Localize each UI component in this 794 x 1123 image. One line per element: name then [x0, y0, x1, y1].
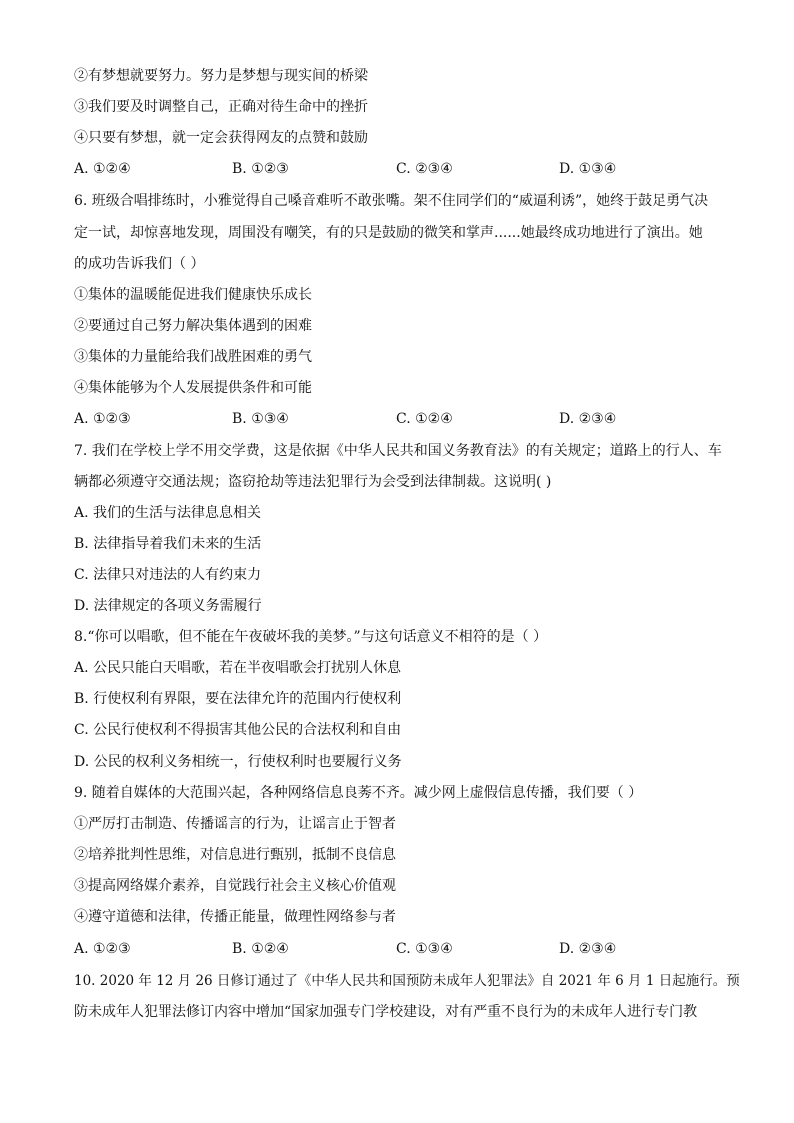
q6-statement-3: ③集体的力量能给我们战胜困难的勇气 — [74, 349, 312, 365]
q9-options — [74, 939, 724, 959]
q9-option-d[interactable]: D. ②③④ — [559, 941, 617, 957]
q9-option-a[interactable]: A. ①②③ — [74, 941, 131, 957]
q6-statement-2: ②要通过自己努力解决集体遇到的困难 — [74, 318, 312, 334]
q5-option-b[interactable]: B. ①②③ — [232, 161, 289, 177]
q9-option-b[interactable]: B. ①②④ — [232, 941, 289, 957]
q9-statement-2: ②培养批判性思维，对信息进行甄别，抵制不良信息 — [74, 847, 396, 863]
q6-options — [74, 409, 724, 429]
q5-statement-4: ④只要有梦想，就一定会获得网友的点赞和鼓励 — [74, 130, 368, 146]
q6-option-a[interactable]: A. ①②③ — [74, 411, 131, 427]
q7-option-b[interactable]: B. 法律指导着我们未来的生活 — [74, 536, 262, 552]
q7-option-a[interactable]: A. 我们的生活与法律息息相关 — [74, 505, 262, 521]
q7-stem-line-1: 7. 我们在学校上学不用交学费，这是依据《中华人民共和国义务教育法》的有关规定；道路上的行人、车 — [74, 443, 722, 459]
q9-option-c[interactable]: C. ①③④ — [396, 941, 453, 957]
q5-option-c[interactable]: C. ②③④ — [396, 161, 453, 177]
q6-stem-line-3: 的成功告诉我们（ ） — [74, 256, 205, 272]
q6-stem-line-2: 定一试，却惊喜地发现，周围没有嘲笑，有的只是鼓励的微笑和掌声......她最终成功地进行了演出。她 — [74, 225, 703, 241]
q9-statement-1: ①严厉打击制造、传播谣言的行为，让谣言止于智者 — [74, 816, 396, 832]
q5-option-d[interactable]: D. ①③④ — [559, 161, 617, 177]
q6-stem-line-1: 6. 班级合唱排练时，小雅觉得自己嗓音难听不敢张嘴。架不住同学们的“威逼利诱”，她终于鼓足勇气决 — [74, 193, 709, 209]
q9-statement-4: ④遵守道德和法律，传播正能量，做理性网络参与者 — [74, 909, 396, 925]
q8-option-c[interactable]: C. 公民行使权利不得损害其他公民的合法权利和自由 — [74, 722, 402, 738]
q5-option-a[interactable]: A. ①②④ — [74, 161, 131, 177]
q8-stem: 8.“你可以唱歌，但不能在午夜破坏我的美梦。”与这句话意义不相符的是（ ） — [74, 629, 548, 645]
q8-option-a[interactable]: A. 公民只能白天唱歌，若在半夜唱歌会打扰别人休息 — [74, 660, 402, 676]
q6-statement-1: ①集体的温暖能促进我们健康快乐成长 — [74, 287, 312, 303]
q7-option-d[interactable]: D. 法律规定的各项义务需履行 — [74, 598, 262, 614]
q9-stem: 9. 随着自媒体的大范围兴起，各种网络信息良莠不齐。减少网上虚假信息传播，我们要（ ） — [74, 785, 643, 801]
q8-option-d[interactable]: D. 公民的权利义务相统一，行使权利时也要履行义务 — [74, 754, 402, 770]
q10-stem-line-2: 防未成年人犯罪法修订内容中增加“国家加强专门学校建设，对有严重不良行为的未成年人进行专门教 — [74, 1004, 698, 1020]
q5-options — [74, 159, 724, 179]
q6-option-c[interactable]: C. ①②④ — [396, 411, 453, 427]
q5-statement-3: ③我们要及时调整自己，正确对待生命中的挫折 — [74, 99, 368, 115]
q8-option-b[interactable]: B. 行使权利有界限，要在法律允许的范围内行使权利 — [74, 691, 402, 707]
q7-option-c[interactable]: C. 法律只对违法的人有约束力 — [74, 567, 262, 583]
q6-statement-4: ④集体能够为个人发展提供条件和可能 — [74, 380, 312, 396]
q7-stem-line-2: 辆都必须遵守交通法规；盗窃抢劫等违法犯罪行为会受到法律制裁。这说明( ) — [74, 474, 552, 490]
q10-stem-line-1: 10. 2020 年 12 月 26 日修订通过了《中华人民共和国预防未成年人犯罪法》自 2021 年 6 月 1 日起施行。预 — [74, 973, 740, 989]
q5-statement-2: ②有梦想就要努力。努力是梦想与现实间的桥梁 — [74, 68, 368, 84]
q6-option-b[interactable]: B. ①③④ — [232, 411, 289, 427]
q6-option-d[interactable]: D. ②③④ — [559, 411, 617, 427]
q9-statement-3: ③提高网络媒介素养，自觉践行社会主义核心价值观 — [74, 878, 396, 894]
